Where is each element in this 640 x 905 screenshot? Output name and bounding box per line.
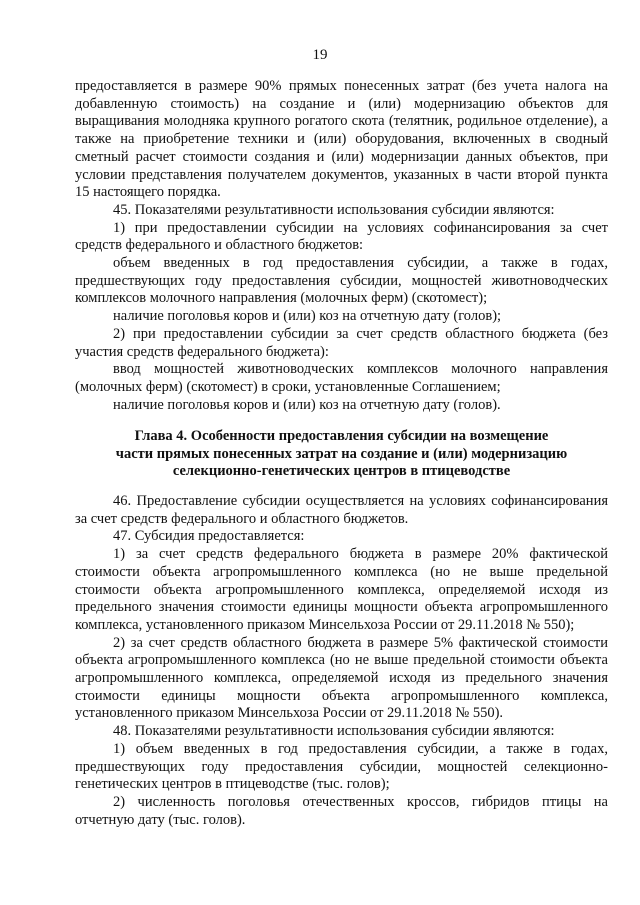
- paragraph: 46. Предоставление субсидии осуществляется на условиях софинансирования за счет средств федерального и областного бюджетов.: [75, 493, 608, 527]
- chapter-heading: [75, 428, 608, 481]
- paragraph: 1) при предоставлении субсидии на условиях софинансирования за счет средств федерального и областного бюджетов:: [75, 219, 608, 254]
- paragraph: 2) за счет средств областного бюджета в размере 5% фактической стоимости объекта агропромышленного комплекса (но не выше предельной стоимости объекта агропромышленного комплекса, определяемой исходя из предельного значения стоимости единицы мощности объекта агропромышленного комплекса, установленного приказом Минсельхоза России от 29.11.2018 № 550).: [75, 634, 608, 722]
- paragraph: 48. Показателями результативности использования субсидии являются:: [113, 723, 555, 740]
- paragraph: объем введенных в год предоставления субсидии, а также в годах, предшествующих году предоставления субсидии, мощностей животноводческих комплексов молочного направления (молочных ферм) (скотомест);: [75, 255, 608, 307]
- paragraph: 1) за счет средств федерального бюджета в размере 20% фактической стоимости объекта агропромышленного комплекса (но не выше предельной стоимости объекта агропромышленного комплекса, определяемой исходя из предельного значения стоимости единицы мощности объекта агропромышленного комплекса, установленного приказом Минсельхоза России от 29.11.2018 № 550);: [75, 546, 608, 633]
- paragraph: 2) численность поголовья отечественных кроссов, гибридов птицы на отчетную дату (тыс. голов).: [75, 793, 608, 828]
- paragraph: предоставляется в размере 90% прямых понесенных затрат (без учета налога на добавленную стоимость) на создание и (или) модернизацию объектов для выращивания молодняка крупного рогатого скота (телятник, родильное отделение), а также на приобретение техники и (или) оборудования, включенных в сводный сметный расчет стоимости создания и (или) модернизации данных объектов, при условии представления получателем документов, указанных в части второй пункта 15 настоящего порядка.: [75, 78, 608, 201]
- body-text-block-1: [75, 78, 608, 414]
- chapter-heading-line: части прямых понесенных затрат на создание и (или) модернизацию: [115, 445, 568, 462]
- paragraph: 45. Показателями результативности использования субсидии являются:: [113, 201, 555, 218]
- body-text-block-2: [75, 493, 608, 829]
- chapter-heading-line: селекционно-генетических центров в птицеводстве: [172, 463, 511, 480]
- paragraph: наличие поголовья коров и (или) коз на отчетную дату (голов);: [113, 308, 502, 325]
- paragraph: ввод мощностей животноводческих комплексов молочного направления (молочных ферм) (скотомест) в сроки, установленные Соглашением;: [75, 361, 608, 395]
- paragraph: наличие поголовья коров и (или) коз на отчетную дату (голов).: [113, 396, 501, 413]
- paragraph: 2) при предоставлении субсидии за счет средств областного бюджета (без участия средств федерального бюджета):: [75, 325, 608, 360]
- paragraph: 47. Субсидия предоставляется:: [113, 528, 305, 545]
- paragraph: 1) объем введенных в год предоставления субсидии, а также в годах, предшествующих году предоставления субсидии, мощностей селекционно-генетических центров в птицеводстве (тыс. голов);: [75, 740, 608, 793]
- page-number: 19: [312, 47, 328, 63]
- chapter-heading-line: Глава 4. Особенности предоставления субсидии на возмещение: [134, 428, 549, 444]
